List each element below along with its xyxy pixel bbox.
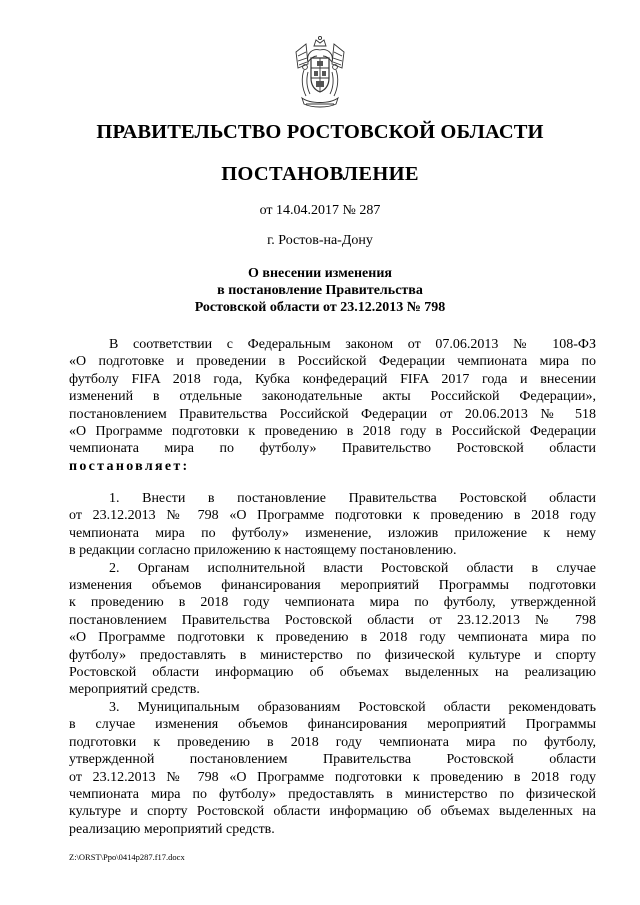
text-line: Ростовской области информацию об объемах выделенных на реализацию [69, 665, 596, 681]
text-line: чемпионата мира по футболу» предоставлять в министерство по физической [69, 786, 596, 802]
text-line: от 23.12.2013 № 798 «О Программе подготовки к проведению в 2018 году [69, 769, 596, 785]
text-line: от 23.12.2013 № 798 «О Программе подготовки к проведению в 2018 году [69, 508, 596, 524]
text-line: футболу FIFA 2018 года, Кубка конфедераций FIFA 2017 года и внесении [69, 371, 596, 387]
document-type-title: ПОСТАНОВЛЕНИЕ [221, 163, 419, 185]
subject-line: в постановление Правительства [217, 283, 423, 298]
text-line: изменений в отдельные законодательные акты Российской Федерации», [69, 389, 596, 405]
file-path-footer: Z:\ORST\Ppo\0414p287.f17.docx [69, 852, 185, 862]
text-line: в случае изменения объемов финансирования мероприятий Программы [69, 717, 596, 733]
document-date-number: от 14.04.2017 № 287 [259, 203, 381, 218]
subject-line: О внесении изменения [248, 266, 392, 281]
document-subject [0, 265, 640, 316]
text-line: изменения объемов финансирования мероприятий Программы подготовки [69, 578, 596, 594]
text-line: постановлением Правительства Ростовской области от 23.12.2013 № 798 [69, 612, 596, 628]
coat-of-arms-emblem-icon [292, 34, 348, 112]
text-line: «О подготовке и проведении в Российской Федерации чемпионата мира по [69, 354, 596, 370]
text-line: постановлением Правительства Российской Федерации от 20.06.2013 № 518 [69, 406, 596, 422]
text-line: «О Программе подготовки к проведению в 2018 году чемпионата мира по [69, 630, 596, 646]
government-title: ПРАВИТЕЛЬСТВО РОСТОВСКОЙ ОБЛАСТИ [96, 121, 544, 143]
text-line: чемпионата мира по футболу» Правительство Ростовской области [69, 441, 596, 457]
resolution-keyword: постановляет: [69, 458, 190, 474]
text-line: реализацию мероприятий средств. [69, 821, 275, 837]
text-line: культуре и спорту Ростовской области информацию об объемах выделенных на [69, 804, 596, 820]
text-line: к проведению в 2018 году чемпионата мира по футболу, утвержденной [69, 595, 596, 611]
resolution-items [69, 490, 596, 838]
text-line: чемпионата мира по футболу» изменение, изложив приложение к нему [69, 525, 596, 541]
text-line: 1. Внести в постановление Правительства Ростовской области [109, 491, 596, 506]
text-line: 3. Муниципальным образованиям Ростовской области рекомендовать [109, 699, 596, 715]
preamble-paragraph [69, 336, 596, 475]
text-line: футболу» предоставлять в министерство по физической культуре и спорту [69, 647, 596, 663]
document-city: г. Ростов-на-Дону [267, 233, 373, 248]
text-line: 2. Органам исполнительной власти Ростовской области в случае [109, 560, 596, 576]
text-line: утвержденной постановлением Правительства Ростовской области [69, 752, 596, 768]
text-line: В соответствии с Федеральным законом от 07.06.2013 № 108-ФЗ [109, 337, 596, 352]
text-line: подготовки к проведению в 2018 году чемпионата мира по футболу, [69, 734, 596, 750]
text-line: в редакции согласно приложению к настоящему постановлению. [69, 543, 457, 559]
text-line: мероприятий средств. [69, 682, 200, 698]
text-line: «О Программе подготовки к проведению в 2018 году в Российской Федерации [69, 424, 596, 440]
subject-line: Ростовской области от 23.12.2013 № 798 [194, 300, 446, 315]
